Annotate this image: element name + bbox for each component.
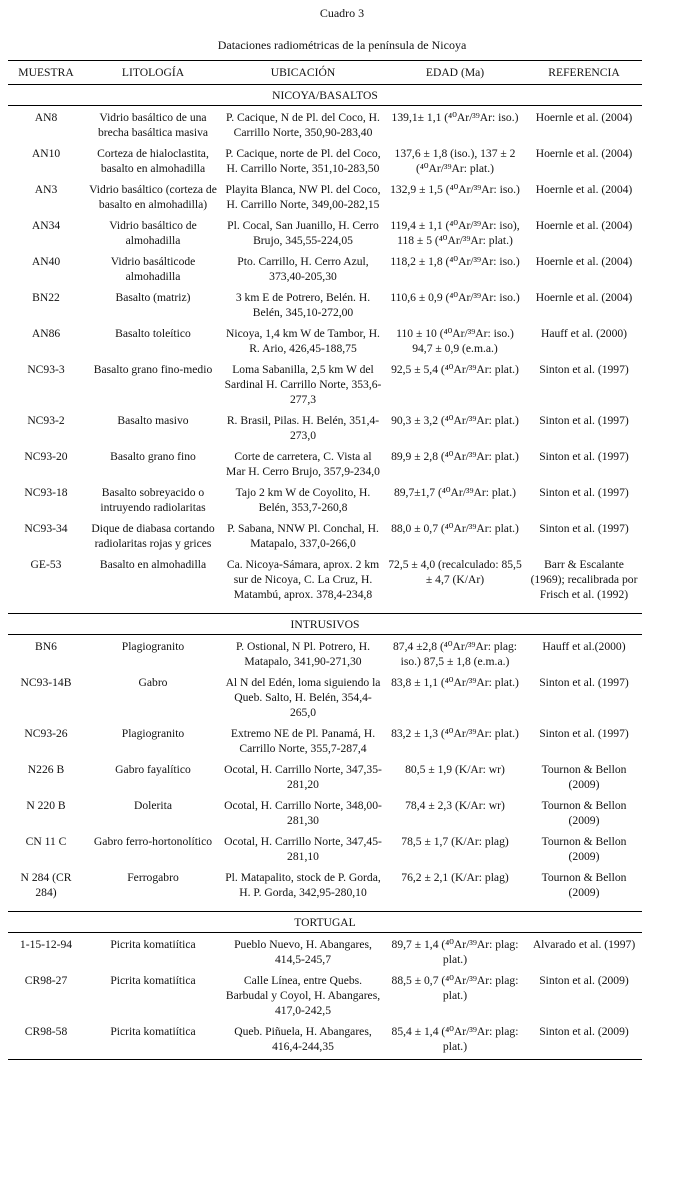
- table-row: [8, 182, 642, 218]
- table-row: [8, 218, 642, 254]
- cell-referencia: Tournon & Bellon (2009): [541, 763, 627, 791]
- cell-litologia: Vidrio basáltico de almohadilla: [109, 219, 197, 247]
- cell-muestra: NC93-14B: [20, 676, 72, 689]
- cell-referencia: Sinton et al. (1997): [539, 727, 629, 740]
- cell-muestra: NC93-2: [27, 414, 65, 427]
- cell-ubicacion: P. Cacique, N de Pl. del Coco, H. Carrillo Norte, 350,90-283,40: [226, 111, 380, 139]
- cell-referencia: Sinton et al. (1997): [539, 363, 629, 376]
- cell-ubicacion: Loma Sabanilla, 2,5 km W del Sardinal H. Carrillo Norte, 353,6-277,3: [224, 363, 382, 406]
- cell-muestra: CR98-27: [24, 974, 68, 987]
- table-row: [8, 521, 642, 557]
- cell-litologia: Basalto grano fino-medio: [93, 363, 213, 376]
- cell-muestra: BN6: [35, 640, 57, 653]
- cell-litologia: Basalto en almohadilla: [99, 558, 207, 571]
- table-row: [8, 635, 642, 676]
- cell-litologia: Gabro: [138, 676, 168, 689]
- cell-litologia: Corteza de hialoclastita, basalto en almohadilla: [97, 147, 209, 175]
- cell-referencia: Barr & Escalante (1969); recalibrada por Frisch et al. (1992): [530, 558, 638, 601]
- cell-ubicacion: Al N del Edén, loma siguiendo la Queb. Salto, H. Belén, 354,4-265,0: [225, 676, 381, 719]
- cell-muestra: NC93-34: [24, 522, 68, 535]
- cell-litologia: Basalto sobreyacido o intruyendo radiolaritas: [100, 486, 206, 514]
- cell-muestra: AN10: [31, 147, 61, 160]
- cell-litologia: Picrita komatiítica: [110, 938, 196, 951]
- header-row: [8, 61, 642, 85]
- table-caption: Cuadro 3: [319, 6, 365, 20]
- table-row: [8, 798, 642, 834]
- cell-ubicacion: Pto. Carrillo, H. Cerro Azul, 373,40-205,30: [237, 255, 369, 283]
- cell-referencia: Tournon & Bellon (2009): [541, 871, 627, 899]
- table-row: [8, 449, 642, 485]
- cell-litologia: Plagiogranito: [121, 640, 185, 653]
- table-row: [8, 834, 642, 870]
- cell-edad: 72,5 ± 4,0 (recalculado: 85,5 ± 4,7 (K/Ar): [388, 558, 522, 586]
- table-row: [8, 973, 642, 1024]
- cell-referencia: Hauff et al. (2000): [540, 327, 628, 340]
- table-row: [8, 362, 642, 413]
- cell-muestra: AN8: [34, 111, 58, 124]
- cell-ubicacion: Queb. Piñuela, H. Abangares, 416,4-244,35: [222, 1024, 384, 1060]
- header-ubicacion: UBICACIÓN: [222, 61, 384, 85]
- cell-litologia: Plagiogranito: [121, 727, 185, 740]
- cell-edad: 88,0 ± 0,7 (⁴⁰Ar/³⁹Ar: plat.): [391, 522, 519, 535]
- cell-edad: 89,9 ± 2,8 (⁴⁰Ar/³⁹Ar: plat.): [391, 450, 519, 463]
- header-litologia: LITOLOGÍA: [84, 61, 222, 85]
- cell-edad: 132,9 ± 1,5 (⁴⁰Ar/³⁹Ar: iso.): [390, 183, 520, 196]
- cell-ubicacion: Ca. Nicoya-Sámara, aprox. 2 km sur de Nicoya, C. La Cruz, H. Matambú, aprox. 378,4-234,8: [226, 558, 380, 601]
- cell-muestra: NC93-18: [24, 486, 68, 499]
- cell-litologia: Basalto grano fino: [110, 450, 196, 463]
- table-row: [8, 675, 642, 726]
- cell-edad: 89,7 ± 1,4 (⁴⁰Ar/³⁹Ar: plag: plat.): [391, 938, 519, 966]
- cell-referencia: Tournon & Bellon (2009): [541, 835, 627, 863]
- cell-referencia: Hoernle et al. (2004): [535, 147, 633, 160]
- table-row: [8, 106, 642, 147]
- cell-edad: 119,4 ± 1,1 (⁴⁰Ar/³⁹Ar: iso), 118 ± 5 (⁴⁰Ar/³⁹Ar: plat.): [390, 219, 520, 247]
- cell-litologia: Gabro fayalítico: [115, 763, 191, 776]
- cell-ubicacion: Pueblo Nuevo, H. Abangares, 414,5-245,7: [234, 938, 372, 966]
- cell-ubicacion: Pl. Matapalito, stock de P. Gorda, H. P. Gorda, 342,95-280,10: [225, 871, 381, 899]
- table-row: [8, 557, 642, 607]
- cell-litologia: Dolerita: [134, 799, 172, 812]
- cell-edad: 78,4 ± 2,3 (K/Ar: wr): [405, 799, 505, 812]
- cell-muestra: CN 11 C: [25, 835, 67, 848]
- cell-ubicacion: Ocotal, H. Carrillo Norte, 347,35-281,20: [224, 763, 382, 791]
- cell-ubicacion: 3 km E de Potrero, Belén. H. Belén, 345,10-272,00: [235, 291, 371, 319]
- table-row: [8, 413, 642, 449]
- cell-ubicacion: P. Ostional, N Pl. Potrero, H. Matapalo, 341,90-271,30: [236, 640, 370, 668]
- cell-litologia: Vidrio basáltico (corteza de basalto en almohadilla): [89, 183, 217, 211]
- cell-litologia: Basalto toleítico: [115, 327, 191, 340]
- cell-edad: 118,2 ± 1,8 (⁴⁰Ar/³⁹Ar: iso.): [390, 255, 520, 268]
- cell-ubicacion: Tajo 2 km W de Coyolito, H. Belén, 353,7-260,8: [235, 486, 371, 514]
- cell-litologia: Picrita komatiítica: [110, 974, 196, 987]
- cell-muestra: GE-53: [30, 558, 62, 571]
- cell-litologia: Basalto (matriz): [115, 291, 191, 304]
- cell-ubicacion: Playita Blanca, NW Pl. del Coco, H. Carrillo Norte, 349,00-282,15: [225, 183, 381, 211]
- cell-muestra: AN34: [31, 219, 61, 232]
- cell-ubicacion: P. Sabana, NNW Pl. Conchal, H. Matapalo, 337,0-266,0: [227, 522, 379, 550]
- cell-ubicacion: R. Brasil, Pilas. H. Belén, 351,4-273,0: [226, 414, 380, 442]
- cell-referencia: Sinton et al. (2009): [539, 974, 629, 987]
- header-edad: EDAD (Ma): [384, 61, 526, 85]
- table-row: [8, 762, 642, 798]
- cell-muestra: NC93-26: [24, 727, 68, 740]
- cell-muestra: AN3: [34, 183, 58, 196]
- section-header-row: [8, 614, 642, 635]
- cell-edad: 83,2 ± 1,3 (⁴⁰Ar/³⁹Ar: plat.): [391, 727, 519, 740]
- cell-referencia: Sinton et al. (2009): [526, 1024, 642, 1060]
- cell-referencia: Hoernle et al. (2004): [535, 291, 633, 304]
- cell-muestra: NC93-3: [27, 363, 65, 376]
- cell-edad: 80,5 ± 1,9 (K/Ar: wr): [405, 763, 505, 776]
- table-row: [8, 870, 642, 905]
- cell-referencia: Sinton et al. (1997): [539, 450, 629, 463]
- cell-edad: 87,4 ±2,8 (⁴⁰Ar/³⁹Ar: plag: iso.) 87,5 ± 1,8 (e.m.a.): [393, 640, 517, 668]
- cell-litologia: Picrita komatiítica: [84, 1024, 222, 1060]
- table-row: [8, 726, 642, 762]
- cell-muestra: N226 B: [27, 763, 65, 776]
- cell-litologia: Vidrio basáltico de una brecha basáltica masiva: [97, 111, 209, 139]
- cell-muestra: 1-15-12-94: [19, 938, 73, 951]
- cell-muestra: AN40: [31, 255, 61, 268]
- cell-muestra: AN86: [31, 327, 61, 340]
- cell-muestra: N 284 (CR 284): [20, 871, 72, 899]
- cell-referencia: Hoernle et al. (2004): [535, 183, 633, 196]
- cell-edad: 90,3 ± 3,2 (⁴⁰Ar/³⁹Ar: plat.): [391, 414, 519, 427]
- cell-ubicacion: Ocotal, H. Carrillo Norte, 348,00-281,30: [224, 799, 382, 827]
- table-row: [8, 485, 642, 521]
- cell-referencia: Sinton et al. (1997): [539, 522, 629, 535]
- cell-litologia: Dique de diabasa cortando radiolaritas rojas y grices: [91, 522, 215, 550]
- cell-litologia: Ferrogabro: [127, 871, 179, 884]
- cell-muestra: NC93-20: [24, 450, 68, 463]
- cell-ubicacion: Nicoya, 1,4 km W de Tambor, H. R. Ario, 426,45-188,75: [226, 327, 380, 355]
- cell-edad: 139,1± 1,1 (⁴⁰Ar/³⁹Ar: iso.): [391, 111, 519, 124]
- cell-edad: 76,2 ± 2,1 (K/Ar: plag): [401, 871, 509, 884]
- cell-edad: 83,8 ± 1,1 (⁴⁰Ar/³⁹Ar: plat.): [391, 676, 519, 689]
- table-row: [8, 254, 642, 290]
- cell-edad: 88,5 ± 0,7 (⁴⁰Ar/³⁹Ar: plag: plat.): [391, 974, 519, 1002]
- cell-edad: 110 ± 10 (⁴⁰Ar/³⁹Ar: iso.) 94,7 ± 0,9 (e.m.a.): [396, 327, 514, 355]
- cell-litologia: Gabro ferro-hortonolítico: [93, 835, 213, 848]
- table-row: [8, 146, 642, 182]
- cell-referencia: Sinton et al. (1997): [539, 414, 629, 427]
- cell-referencia: Hoernle et al. (2004): [535, 219, 633, 232]
- cell-litologia: Basalto masivo: [117, 414, 189, 427]
- cell-litologia: Vidrio basálticode almohadilla: [110, 255, 196, 283]
- dating-table: [8, 60, 642, 1060]
- table-row: [8, 326, 642, 362]
- cell-muestra: N 220 B: [26, 799, 66, 812]
- cell-referencia: Alvarado et al. (1997): [532, 938, 636, 951]
- table-row: [8, 290, 642, 326]
- section-header-row: [8, 912, 642, 933]
- cell-edad: 89,7±1,7 (⁴⁰Ar/³⁹Ar: plat.): [393, 486, 517, 499]
- header-muestra: MUESTRA: [8, 61, 84, 85]
- header-referencia: REFERENCIA: [526, 61, 642, 85]
- table-title: Dataciones radiométricas de la península de Nicoya: [217, 38, 467, 52]
- cell-ubicacion: Extremo NE de Pl. Panamá, H. Carrillo Norte, 355,7-287,4: [230, 727, 376, 755]
- cell-referencia: Hoernle et al. (2004): [535, 111, 633, 124]
- cell-ubicacion: Calle Línea, entre Quebs. Barbudal y Coyol, H. Abangares, 417,0-242,5: [225, 974, 381, 1017]
- section-header-row: [8, 85, 642, 106]
- cell-edad: 92,5 ± 5,4 (⁴⁰Ar/³⁹Ar: plat.): [391, 363, 519, 376]
- cell-referencia: Tournon & Bellon (2009): [541, 799, 627, 827]
- cell-referencia: Hauff et al.(2000): [542, 640, 626, 653]
- section-header: NICOYA/BASALTOS: [8, 85, 642, 106]
- cell-ubicacion: Corte de carretera, C. Vista al Mar H. Cerro Brujo, 357,9-234,0: [226, 450, 380, 478]
- cell-referencia: Sinton et al. (1997): [539, 676, 629, 689]
- cell-referencia: Sinton et al. (1997): [539, 486, 629, 499]
- section-header: TORTUGAL: [8, 912, 642, 933]
- cell-ubicacion: P. Cacique, norte de Pl. del Coco, H. Carrillo Norte, 351,10-283,50: [225, 147, 381, 175]
- cell-muestra: CR98-58: [8, 1024, 84, 1060]
- table-row: [8, 933, 642, 974]
- cell-ubicacion: Ocotal, H. Carrillo Norte, 347,45-281,10: [224, 835, 382, 863]
- cell-edad: 78,5 ± 1,7 (K/Ar: plag): [401, 835, 509, 848]
- cell-edad: 85,4 ± 1,4 (⁴⁰Ar/³⁹Ar: plag: plat.): [384, 1024, 526, 1060]
- cell-edad: 110,6 ± 0,9 (⁴⁰Ar/³⁹Ar: iso.): [390, 291, 520, 304]
- cell-referencia: Hoernle et al. (2004): [535, 255, 633, 268]
- cell-muestra: BN22: [32, 291, 60, 304]
- cell-ubicacion: Pl. Cocal, San Juanillo, H. Cerro Brujo, 345,55-224,05: [227, 219, 379, 247]
- section-header: INTRUSIVOS: [8, 614, 642, 635]
- table-row: [8, 1024, 642, 1060]
- cell-edad: 137,6 ± 1,8 (iso.), 137 ± 2 (⁴⁰Ar/³⁹Ar: plat.): [394, 147, 516, 175]
